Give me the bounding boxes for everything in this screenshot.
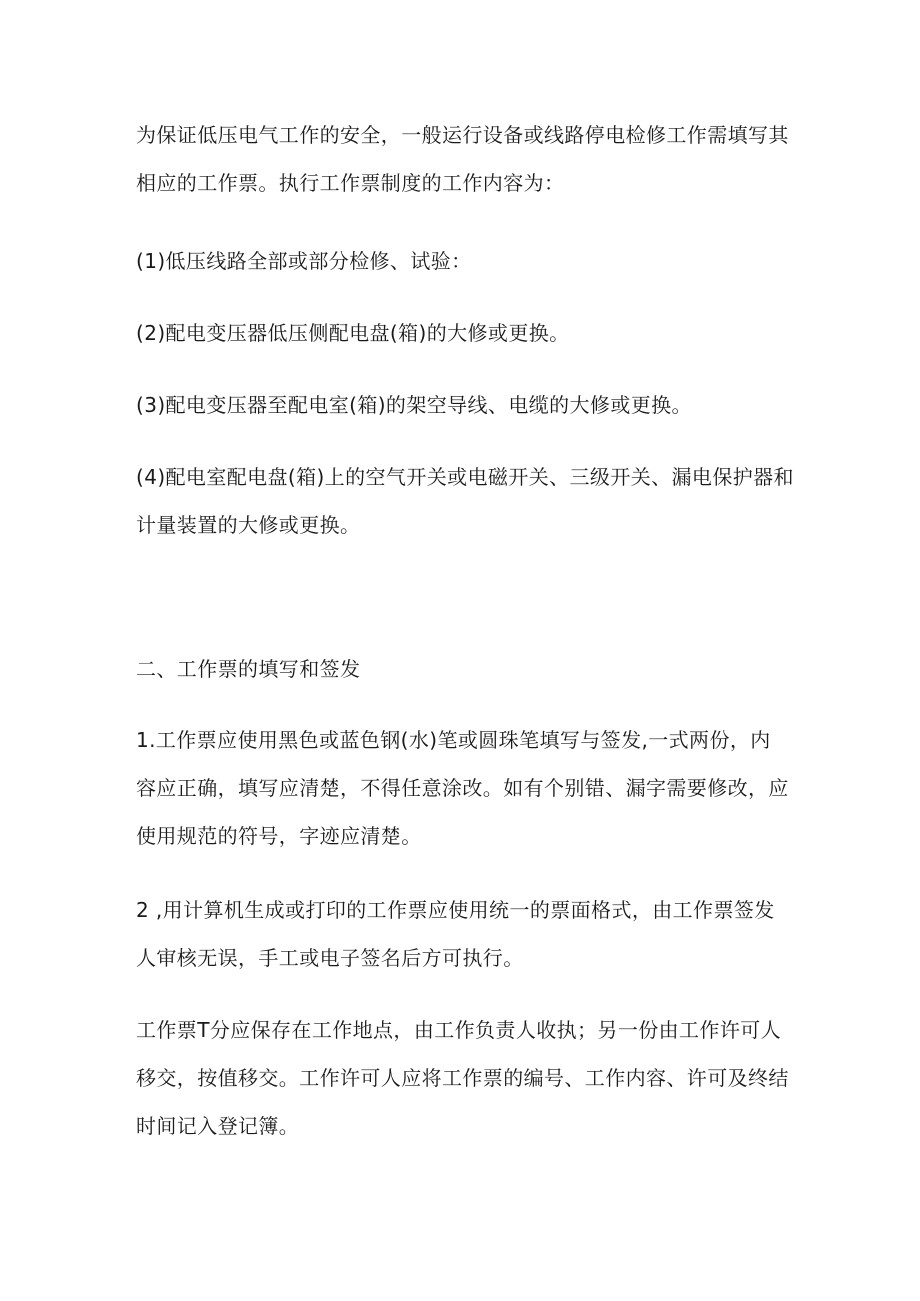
text-line: 1.工作票应使用黑色或蓝色钢(水)笔或圆珠笔填写与签发,一式两份，内	[136, 728, 771, 752]
list-item-1	[136, 237, 796, 285]
text-line: 计量装置的大修或更换。	[136, 513, 361, 537]
text-line: 使用规范的符号，字迹应清楚。	[136, 824, 422, 848]
text-line: (4)配电室配电盘(箱)上的空气开关或电磁开关、三级开关、漏电保护器和	[136, 465, 794, 489]
rule-1-paragraph	[136, 716, 796, 860]
section-heading	[136, 645, 796, 693]
text-line: 2 ,用计算机生成或打印的工作票应使用统一的票面格式，由工作票签发	[136, 898, 775, 922]
text-line: (3)配电变压器至配电室(箱)的架空导线、电缆的大修或更换。	[136, 393, 692, 417]
intro-paragraph	[136, 111, 796, 207]
text-line: 为保证低压电气工作的安全，一般运行设备或线路停电检修工作需填写其	[136, 123, 789, 147]
list-item-3	[136, 381, 796, 429]
list-item-2	[136, 309, 796, 357]
list-item-4	[136, 453, 796, 549]
heading-text: 二、工作票的填写和签发	[136, 657, 361, 681]
text-line: 人审核无误，手工或电子签名后方可执行。	[136, 946, 524, 970]
text-line: (1)低压线路全部或部分检修、试验：	[136, 249, 472, 273]
rule-2-paragraph	[136, 886, 796, 982]
rule-3-paragraph	[136, 1006, 796, 1150]
text-line: (2)配电变压器低压侧配电盘(箱)的大修或更换。	[136, 321, 570, 345]
text-line: 时间记入登记簿。	[136, 1114, 300, 1138]
text-line: 移交，按值移交。工作许可人应将工作票的编号、工作内容、许可及终结	[136, 1066, 789, 1090]
text-line: 工作票T分应保存在工作地点，由工作负责人收执；另一份由工作许可人	[136, 1018, 782, 1042]
text-line: 相应的工作票。执行工作票制度的工作内容为：	[136, 171, 565, 195]
text-line: 容应正确，填写应清楚，不得任意涂改。如有个别错、漏字需要修改，应	[136, 776, 789, 800]
